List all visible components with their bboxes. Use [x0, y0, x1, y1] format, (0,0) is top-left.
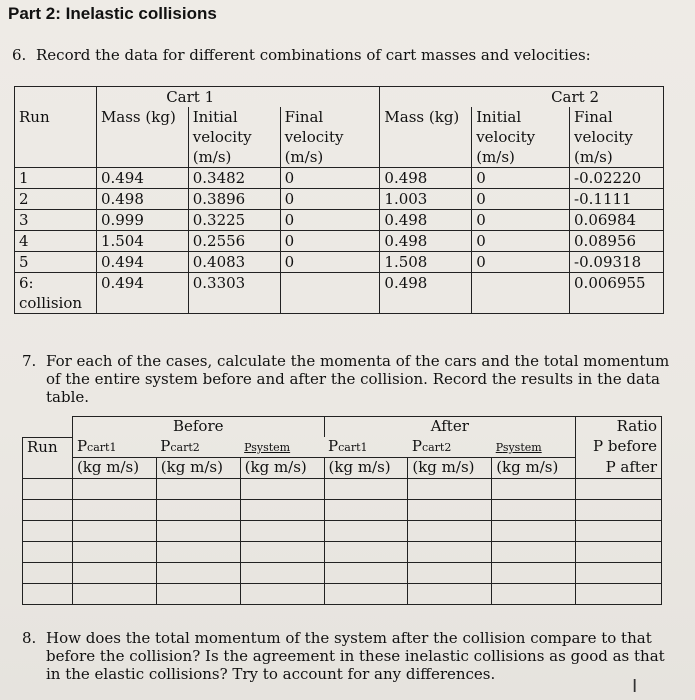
text-cursor-icon: I — [632, 676, 638, 697]
empty-cell[interactable] — [576, 584, 662, 605]
cell-m2: 1.508 — [380, 252, 472, 273]
cell-m2: 0.498 — [380, 210, 472, 231]
header-empty — [15, 87, 97, 108]
empty-cell[interactable] — [324, 521, 408, 542]
empty-cell[interactable] — [72, 500, 156, 521]
cell-v1i: 0.4083 — [188, 252, 280, 273]
question-8: 8. How does the total momentum of the system after the collision compare to that before the collision? Is the agreement in these inelastic collisions as good as that in the elastic collisions? Try to account for any differences. — [22, 629, 665, 683]
empty-cell[interactable] — [240, 542, 324, 563]
table-row — [15, 210, 664, 231]
cell-m2: 1.003 — [380, 189, 472, 210]
p-cart2-before: Pcart2 — [160, 437, 200, 455]
cell-v1f: 0 — [280, 231, 380, 252]
table-row — [15, 273, 664, 314]
table-row — [23, 500, 662, 521]
empty-cell[interactable] — [240, 563, 324, 584]
run-header: Run — [23, 437, 73, 458]
cell-v2f: 0.006955 — [570, 273, 664, 314]
empty-cell[interactable] — [23, 521, 73, 542]
initial2-header: Initial — [472, 107, 570, 127]
empty-cell[interactable] — [324, 500, 408, 521]
cell-m2: 0.498 — [380, 168, 472, 189]
question-6: 6. Record the data for different combinations of cart masses and velocities: — [12, 46, 591, 64]
cell-run: 6: collision — [15, 273, 97, 314]
empty-cell[interactable] — [72, 563, 156, 584]
empty-cell[interactable] — [408, 521, 492, 542]
table-row — [15, 168, 664, 189]
empty-cell[interactable] — [576, 563, 662, 584]
cell-m1: 0.498 — [96, 189, 188, 210]
p-cart2-after: Pcart2 — [411, 437, 452, 455]
empty-cell[interactable] — [156, 584, 240, 605]
empty-cell[interactable] — [492, 542, 576, 563]
ratio-header: Ratio — [576, 417, 662, 438]
table-row — [23, 563, 662, 584]
empty-cell[interactable] — [72, 479, 156, 500]
empty-cell[interactable] — [492, 479, 576, 500]
empty-cell[interactable] — [324, 479, 408, 500]
cart2-header: Cart 2 — [380, 87, 664, 108]
table-row — [23, 521, 662, 542]
cell-run: 4 — [15, 231, 97, 252]
empty-cell[interactable] — [408, 542, 492, 563]
cell-v1i: 0.3225 — [188, 210, 280, 231]
empty-cell[interactable] — [240, 584, 324, 605]
ratio-p-before: P before — [576, 437, 662, 458]
empty-cell[interactable] — [576, 500, 662, 521]
empty-cell[interactable] — [408, 584, 492, 605]
cell-m1: 0.494 — [96, 168, 188, 189]
cell-v2i — [472, 273, 570, 314]
question-7: 7. For each of the cases, calculate the momenta of the cars and the total momentum of the entire system before and after the collision. Record the results in the data table. — [22, 352, 670, 406]
cell-v2f: -0.09318 — [570, 252, 664, 273]
cell-v2f: 0.08956 — [570, 231, 664, 252]
cell-v2f: 0.06984 — [570, 210, 664, 231]
cell-m1: 0.494 — [96, 252, 188, 273]
empty-cell[interactable] — [240, 500, 324, 521]
empty-cell[interactable] — [576, 542, 662, 563]
empty-cell[interactable] — [72, 521, 156, 542]
empty-cell[interactable] — [23, 500, 73, 521]
after-header: After — [324, 417, 576, 438]
table-row — [23, 542, 662, 563]
cell-v2i: 0 — [472, 252, 570, 273]
cell-v2i: 0 — [472, 168, 570, 189]
empty-cell[interactable] — [156, 521, 240, 542]
cell-v1f: 0 — [280, 210, 380, 231]
cart1-header: Cart 1 — [96, 87, 379, 108]
empty-cell[interactable] — [576, 521, 662, 542]
initial1-header: Initial — [188, 107, 280, 127]
final1-header: Final — [280, 107, 380, 127]
momentum-table: Before After Ratio Run Pcart1 Pcart2 Psystem Pcart1 Pcart2 Psystem P before (kg m/s) (kg m/s) (kg m/s) (kg m/s) (kg m/s) (kg m/s) P after — [22, 416, 662, 605]
cell-v2i: 0 — [472, 231, 570, 252]
empty-cell[interactable] — [492, 500, 576, 521]
cell-m2: 0.498 — [380, 273, 472, 314]
cell-v2f: -0.02220 — [570, 168, 664, 189]
run-header: Run — [15, 107, 97, 127]
empty-cell[interactable] — [576, 479, 662, 500]
empty-cell[interactable] — [23, 563, 73, 584]
p-cart1-before: Pcart1 — [76, 437, 117, 455]
cart-data-table: Cart 1 Cart 2 Run Mass (kg) Initial Final Mass (kg) Initial Final velocity velocity velocity velocity (m/s) (m/s) (m/s) (m/s) 1 0.494 0.3482 0 0.498 0 -0.02220 2 0.498 0.3896 0 1.003 0 -0.1111 3 0.999 0.3225 0 0.498 0 0.06984 4 1.504 0.2556 0 0.498 0 0.08956 5 0.494 0.4083 0 1.508 0 -0.09318 6: collision 0.494 0.3303 0.498 0.006955 — [14, 86, 664, 314]
cell-v2i: 0 — [472, 189, 570, 210]
cell-v1i: 0.3482 — [188, 168, 280, 189]
empty-cell[interactable] — [240, 521, 324, 542]
final2-header: Final — [570, 107, 664, 127]
empty-cell[interactable] — [324, 584, 408, 605]
cell-v1i: 0.3896 — [188, 189, 280, 210]
cell-v2i: 0 — [472, 210, 570, 231]
empty-cell[interactable] — [492, 521, 576, 542]
empty-cell[interactable] — [23, 479, 73, 500]
cell-m1: 0.494 — [96, 273, 188, 314]
empty-cell[interactable] — [156, 479, 240, 500]
table-row — [15, 231, 664, 252]
table-row — [15, 252, 664, 273]
p-system-after: Psystem — [495, 441, 542, 454]
cell-run: 5 — [15, 252, 97, 273]
cell-v1f: 0 — [280, 252, 380, 273]
mass1-header: Mass (kg) — [96, 107, 188, 127]
cell-m1: 0.999 — [96, 210, 188, 231]
empty-cell[interactable] — [72, 542, 156, 563]
cell-v1i: 0.3303 — [188, 273, 280, 314]
empty-cell[interactable] — [156, 542, 240, 563]
empty-cell[interactable] — [408, 563, 492, 584]
cell-v1f: 0 — [280, 168, 380, 189]
cell-v2f: -0.1111 — [570, 189, 664, 210]
cell-m1: 1.504 — [96, 231, 188, 252]
empty-cell[interactable] — [240, 479, 324, 500]
cell-run: 1 — [15, 168, 97, 189]
empty-cell[interactable] — [492, 584, 576, 605]
section-heading: Part 2: Inelastic collisions — [8, 4, 217, 23]
empty-cell[interactable] — [156, 500, 240, 521]
table-row — [23, 479, 662, 500]
cell-v1i: 0.2556 — [188, 231, 280, 252]
table-row — [15, 189, 664, 210]
p-cart1-after: Pcart1 — [328, 437, 368, 455]
table-row — [23, 584, 662, 605]
empty-cell[interactable] — [156, 563, 240, 584]
empty-cell[interactable] — [492, 563, 576, 584]
empty-cell[interactable] — [23, 584, 73, 605]
empty-cell[interactable] — [72, 584, 156, 605]
cell-run: 3 — [15, 210, 97, 231]
cell-v1f — [280, 273, 380, 314]
before-header: Before — [72, 417, 324, 438]
ratio-p-after: P after — [576, 458, 662, 479]
empty-cell[interactable] — [408, 500, 492, 521]
empty-cell[interactable] — [324, 542, 408, 563]
cell-run: 2 — [15, 189, 97, 210]
p-system-before: Psystem — [244, 441, 291, 454]
cell-m2: 0.498 — [380, 231, 472, 252]
empty-cell[interactable] — [324, 563, 408, 584]
cell-v1f: 0 — [280, 189, 380, 210]
mass2-header: Mass (kg) — [380, 107, 472, 127]
empty-cell[interactable] — [408, 479, 492, 500]
empty-cell[interactable] — [23, 542, 73, 563]
